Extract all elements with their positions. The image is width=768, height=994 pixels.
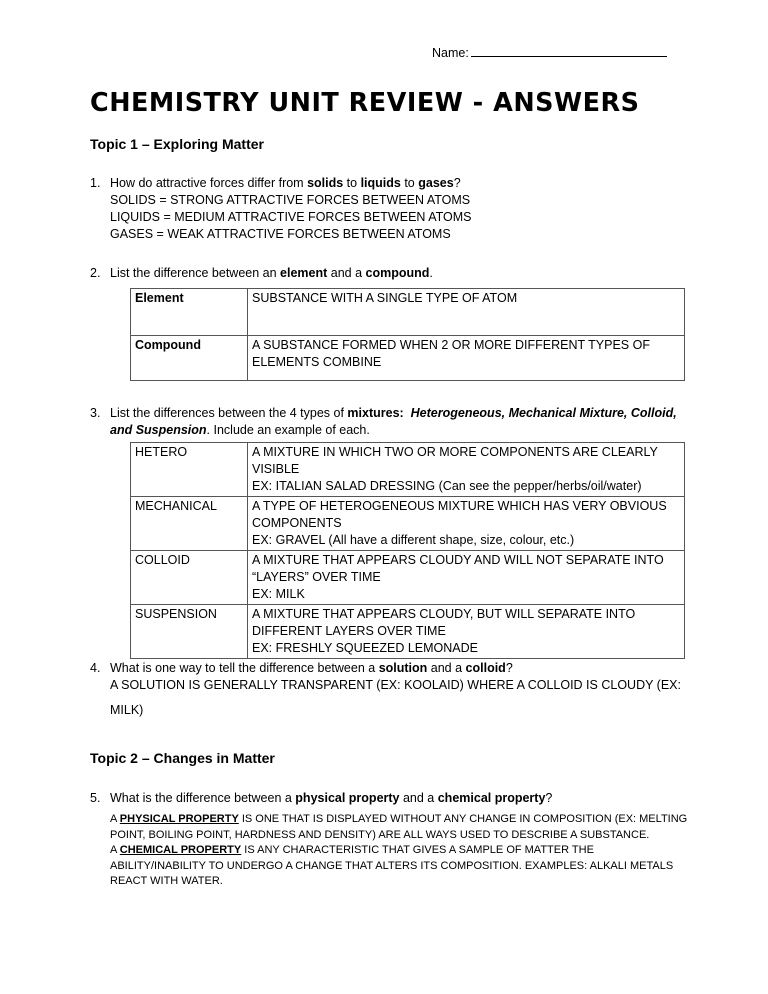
- definition-cell: SUBSTANCE WITH A SINGLE TYPE OF ATOM: [248, 289, 685, 336]
- name-label: Name:: [432, 46, 469, 60]
- table-row: [131, 551, 685, 605]
- physical-property-answer: A PHYSICAL PROPERTY IS ONE THAT IS DISPLAYED WITHOUT ANY CHANGE IN COMPOSITION (EX: MELTING POINT, BOILING POINT, HARDNESS AND DENSITY) ARE ALL WAYS USED TO DESCRIBE A SUBSTANCE.: [110, 813, 688, 841]
- q3-text: List the differences between the 4 types of mixtures: Heterogeneous, Mechanical Mixture, Colloid, and Suspension. Include an example of each.: [110, 406, 677, 437]
- name-field[interactable]: [432, 44, 667, 60]
- definition-cell: A TYPE OF HETEROGENEOUS MIXTURE WHICH HAS VERY OBVIOUS COMPONENTS EX: GRAVEL (All have a different shape, size, colour, etc.): [248, 497, 685, 551]
- definition-cell: A SUBSTANCE FORMED WHEN 2 OR MORE DIFFERENT TYPES OF ELEMENTS COMBINE: [248, 336, 685, 381]
- question-number: 2.: [90, 266, 101, 280]
- definition-cell: A MIXTURE THAT APPEARS CLOUDY, BUT WILL SEPARATE INTO DIFFERENT LAYERS OVER TIME EX: FRESHLY SQUEEZED LEMONADE: [248, 605, 685, 659]
- question-number: 4.: [90, 661, 101, 675]
- definition-cell: A MIXTURE THAT APPEARS CLOUDY AND WILL NOT SEPARATE INTO “LAYERS” OVER TIME EX: MILK: [248, 551, 685, 605]
- question-number: 1.: [90, 176, 101, 190]
- chemical-property-answer: A CHEMICAL PROPERTY IS ANY CHARACTERISTIC THAT GIVES A SAMPLE OF MATTER THE ABILITY/INABILITY TO UNDERGO A CHANGE THAT ALTERS ITS COMPOSITION. EXAMPLES: ALKALI METALS REACT WITH WATER.: [110, 844, 674, 887]
- definition-cell: A MIXTURE IN WHICH TWO OR MORE COMPONENTS ARE CLEARLY VISIBLE EX: ITALIAN SALAD DRESSING (Can see the pepper/herbs/oil/water): [248, 443, 685, 497]
- answer-line: A SOLUTION IS GENERALLY TRANSPARENT (EX: KOOLAID) WHERE A COLLOID IS CLOUDY (EX:: [110, 678, 681, 692]
- question-5: [90, 790, 690, 890]
- q2-text: List the difference between an element and a compound.: [110, 266, 433, 280]
- question-3: [90, 405, 690, 439]
- q5-text: What is the difference between a physical property and a chemical property?: [110, 791, 553, 805]
- question-1: [90, 175, 690, 243]
- term-cell: Element: [131, 289, 248, 336]
- term-cell: Compound: [131, 336, 248, 381]
- term-cell: MECHANICAL: [131, 497, 248, 551]
- topic-heading-2: Topic 2 – Changes in Matter: [90, 750, 275, 766]
- table-row: [131, 289, 685, 336]
- answer-line: LIQUIDS = MEDIUM ATTRACTIVE FORCES BETWEEN ATOMS: [110, 210, 472, 224]
- question-number: 3.: [90, 406, 101, 420]
- table-row: [131, 497, 685, 551]
- question-4: [90, 660, 690, 719]
- name-blank-line[interactable]: [471, 44, 667, 57]
- table-row: [131, 605, 685, 659]
- term-cell: HETERO: [131, 443, 248, 497]
- q1-text: How do attractive forces differ from solids to liquids to gases?: [110, 176, 461, 190]
- element-compound-table: [130, 288, 685, 381]
- table-row: [131, 443, 685, 497]
- q4-text: What is one way to tell the difference between a solution and a colloid?: [110, 661, 513, 675]
- topic-heading-1: Topic 1 – Exploring Matter: [90, 136, 264, 152]
- term-cell: COLLOID: [131, 551, 248, 605]
- question-number: 5.: [90, 791, 101, 805]
- answer-line: SOLIDS = STRONG ATTRACTIVE FORCES BETWEEN ATOMS: [110, 193, 471, 207]
- answer-line: MILK): [110, 703, 144, 717]
- page-title: CHEMISTRY UNIT REVIEW - ANSWERS: [90, 88, 640, 118]
- table-row: [131, 336, 685, 381]
- answer-line: GASES = WEAK ATTRACTIVE FORCES BETWEEN ATOMS: [110, 227, 451, 241]
- term-cell: SUSPENSION: [131, 605, 248, 659]
- mixtures-table: [130, 442, 685, 659]
- question-2: [90, 265, 690, 282]
